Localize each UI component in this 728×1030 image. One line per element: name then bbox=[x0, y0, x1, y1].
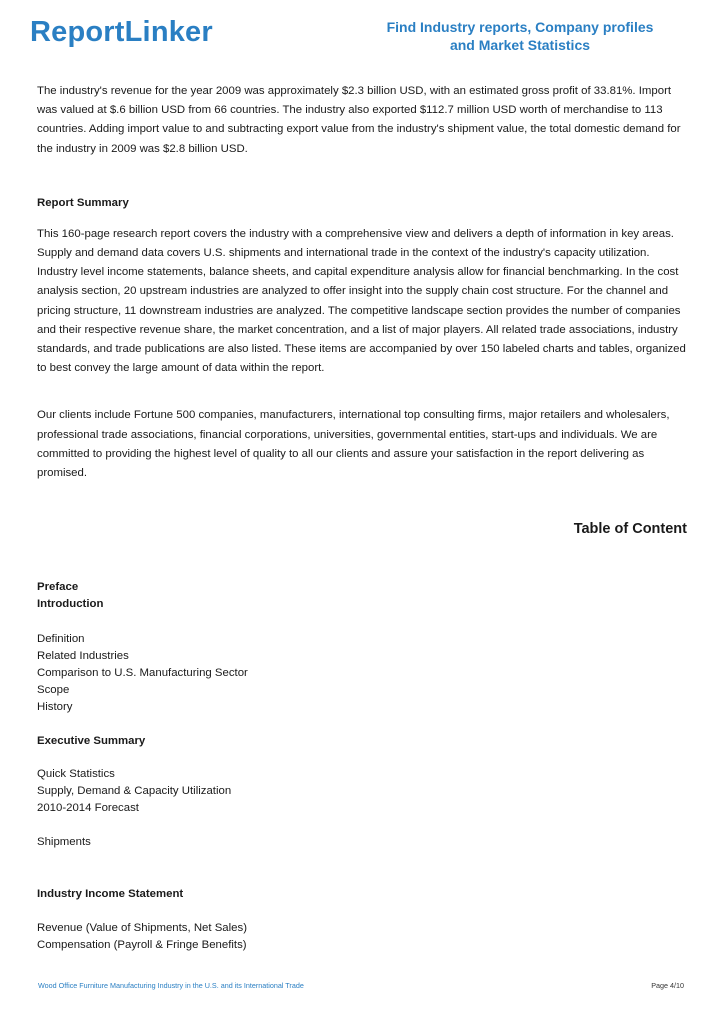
toc-item-shipments: Shipments bbox=[37, 836, 91, 849]
toc-income-statement: Industry Income Statement bbox=[37, 888, 184, 901]
footer-page-number: Page 4/10 bbox=[651, 981, 684, 990]
toc-item-forecast: 2010-2014 Forecast bbox=[37, 802, 139, 815]
footer-report-title[interactable]: Wood Office Furniture Manufacturing Industry in the U.S. and its International Trade bbox=[38, 981, 304, 990]
report-summary-paragraph: This 160-page research report covers the industry with a comprehensive view and delivers a depth of information in key areas. Supply and demand data covers U.S. shipments and international trade in the context of the industry's capacity utilization. Industry level income statements, balance sheets, and capital expenditure analysis allow for financial benchmarking. In the cost analysis section, 20 upstream industries are analyzed to offer insight into the supply chain cost structure. For the channel and pricing structure, 11 downstream industries are analyzed. The competitive landscape section provides the number of companies and their respective revenue share, the market concentration, and a list of major players. All related trade associations, industry standards, and trade publications are also listed. These items are accompanied by over 150 labeled charts and tables, organized to best convey the large amount of data within the report. bbox=[37, 227, 686, 375]
report-content bbox=[37, 82, 687, 954]
toc-item-history: History bbox=[37, 701, 73, 714]
tagline-line-2: and Market Statistics bbox=[449, 37, 591, 53]
toc-item-supply-demand: Supply, Demand & Capacity Utilization bbox=[37, 785, 232, 798]
reportlinker-logo: ReportLinker bbox=[30, 16, 213, 48]
toc-introduction: Introduction bbox=[37, 598, 104, 611]
toc-item-scope: Scope bbox=[37, 684, 70, 697]
toc-item-quick-statistics: Quick Statistics bbox=[37, 768, 115, 781]
header-tagline bbox=[370, 18, 670, 54]
toc-title: Table of Content bbox=[573, 521, 687, 538]
toc-item-revenue: Revenue (Value of Shipments, Net Sales) bbox=[37, 922, 247, 935]
clients-paragraph: Our clients include Fortune 500 companies, manufacturers, international top consulting firms, major retailers and wholesalers, professional trade associations, financial corporations, universities, governmental entities, start-ups and individuals. We are committed to providing the highest level of quality to all our clients and assure your satisfaction in the report delivering as promised. bbox=[37, 409, 670, 480]
toc-item-compensation: Compensation (Payroll & Fringe Benefits) bbox=[37, 939, 247, 952]
tagline-line-1: Find Industry reports, Company profiles bbox=[386, 19, 654, 35]
toc-item-comparison: Comparison to U.S. Manufacturing Sector bbox=[37, 667, 248, 680]
page-footer bbox=[38, 981, 684, 990]
toc-item-definition: Definition bbox=[37, 633, 85, 646]
toc-executive-summary: Executive Summary bbox=[37, 735, 146, 748]
intro-paragraph: The industry's revenue for the year 2009 was approximately $2.3 billion USD, with an estimated gross profit of 33.81%. Import was valued at $.6 billion USD from 66 countries. The industry also exported $112.7 million USD worth of merchandise to 113 countries. Adding import value to and subtracting export value from the industry's shipment value, the total domestic demand for the industry in 2009 was $2.8 billion USD. bbox=[37, 85, 681, 155]
toc-item-related-industries: Related Industries bbox=[37, 650, 129, 663]
report-summary-heading: Report Summary bbox=[37, 196, 129, 209]
toc-preface: Preface bbox=[37, 581, 79, 594]
